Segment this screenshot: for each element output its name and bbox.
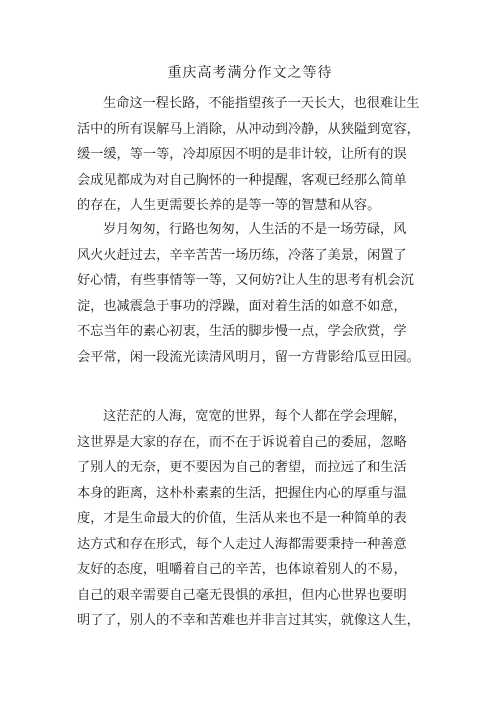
text-line: 本身的距离，这朴朴素素的生活，把握住内心的厚重与温 (77, 485, 407, 501)
text-line: 达方式和存在形式，每个人走过人海都需要秉持一种善意 (77, 536, 407, 552)
text-line: 活中的所有误解马上消除，从冲动到冷静，从狭隘到宽容， (77, 121, 420, 137)
text-line: 生命这一程长路，不能指望孩子一天长大，也很难让生 (103, 96, 420, 111)
text-line: 风火火赶过去，辛辛苦苦一场历练，冷落了美景，闲置了 (77, 247, 407, 263)
text-line: 友好的态度，咀嚼着自己的辛苦，也体谅着别人的不易， (77, 562, 407, 577)
text-line: 不忘当年的素心初衷，生活的脚步慢一点，学会欣赏，学 (77, 324, 407, 339)
text-line: 这茫茫的人海，宽宽的世界，每个人都在学会理解， (103, 409, 407, 424)
text-line: 淀，也减震急于事功的浮躁，面对着生活的如意不如意， (77, 298, 407, 314)
text-line: 会成见都成为对自己胸怀的一种提醒，客观已经那么简单 (77, 172, 407, 188)
paragraph-3 (77, 404, 427, 634)
text-line: 缓一缓，等一等，冷却原因不明的是非计较，让所有的误 (77, 147, 407, 162)
page-title: 重庆高考满分作文之等待 (167, 65, 333, 81)
text-line: 度，才是生命最大的价值，生活从来也不是一种简单的表 (77, 511, 407, 526)
text-line: 了别人的无奈，更不要因为自己的奢望，而拉远了和生活 (77, 460, 407, 475)
text-line: 岁月匆匆，行路也匆匆，人生活的不是一场劳碌，风 (103, 222, 407, 237)
paragraph-2 (77, 217, 427, 370)
text-line: 会平常，闲一段流光读清风明月，留一方背影给瓜豆田园。 (77, 349, 420, 365)
text-line: 自己的艰辛需要自己毫无畏惧的承担，但内心世界也要明 (77, 587, 407, 603)
text-line: 明了了，别人的不幸和苦难也并非言过其实，就像这人生， (77, 613, 420, 628)
paragraph-1 (77, 91, 427, 219)
text-line: 好心情，有些事情等一等，又何妨?让人生的思考有机会沉 (77, 273, 414, 288)
text-line: 的存在，人生更需要长养的是等一等的智慧和从容。 (77, 198, 381, 213)
text-line: 这世界是大家的存在，而不在于诉说着自己的委屈，忽略 (77, 434, 407, 450)
